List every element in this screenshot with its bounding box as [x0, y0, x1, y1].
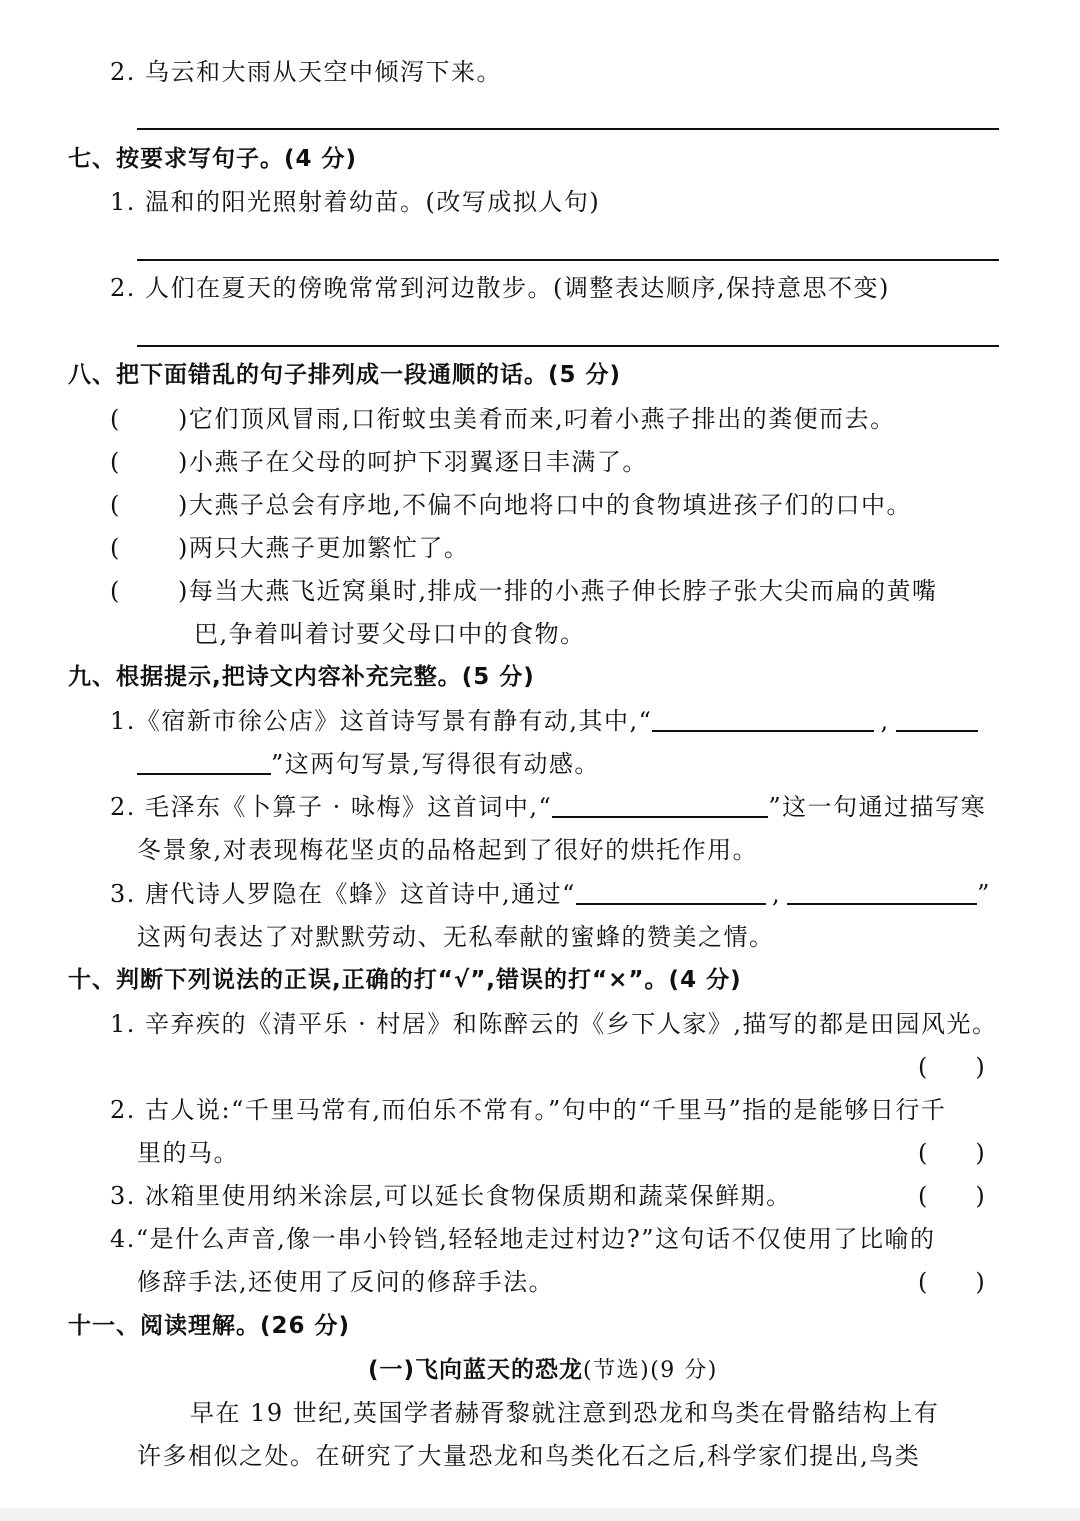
s8-item-1: )它们顶风冒雨,口衔蚊虫美肴而来,叼着小燕子排出的粪便而去。	[178, 405, 896, 433]
s9-q1-blank-2a[interactable]	[896, 706, 978, 732]
s10-question-3: 3. 冰箱里使用纳米涂层,可以延长食物保质期和蔬菜保鲜期。	[110, 1182, 792, 1210]
s9-q1-comma: ,	[880, 707, 890, 735]
s10-question-4-line-1: 4.“是什么声音,像一串小铃铛,轻轻地走过村边?”这句话不仅使用了比喻的	[110, 1225, 936, 1253]
s7-question-1: 1. 温和的阳光照射着幼苗。(改写成拟人句)	[110, 188, 601, 216]
s9-question-3-text: 3. 唐代诗人罗隐在《蜂》这首诗中,通过“	[110, 880, 576, 908]
s9-q3-blank-2[interactable]	[787, 879, 977, 905]
s8-item-2: )小燕子在父母的呵护下羽翼逐日丰满了。	[178, 448, 648, 476]
s9-q1-blank-1[interactable]	[652, 706, 874, 732]
s8-item-3: )大燕子总会有序地,不偏不向地将口中的食物填进孩子们的口中。	[178, 491, 912, 519]
s10-question-1: 1. 辛弃疾的《清平乐 · 村居》和陈醉云的《乡下人家》,描写的都是田园风光。	[110, 1010, 998, 1038]
s11-passage-title	[368, 1353, 718, 1387]
page-bottom-edge	[0, 1508, 1080, 1521]
s9-q1-blank-2b[interactable]	[137, 749, 271, 775]
s9-title: 九、根据提示,把诗文内容补充完整。(5 分)	[68, 664, 535, 690]
s11-paragraph-line-1: 早在 19 世纪,英国学者赫胥黎就注意到恐龙和鸟类在骨骼结构上有	[190, 1399, 940, 1427]
s9-question-2-text: 2. 毛泽东《卜算子 · 咏梅》这首词中,“	[110, 793, 553, 821]
s8-item-5-continued: 巴,争着叫着讨要父母口中的食物。	[194, 620, 586, 648]
s9-question-1-text: 1.《宿新市徐公店》这首诗写景有静有动,其中,“	[110, 707, 653, 735]
s9-question-2-line-2: 冬景象,对表现梅花坚贞的品格起到了很好的烘托作用。	[137, 836, 759, 864]
s10-q2-answer-box[interactable]: ( )	[918, 1139, 985, 1167]
s9-question-3-line-1	[110, 878, 991, 910]
s8-order-open-3[interactable]: (	[110, 491, 120, 519]
s6-answer-line[interactable]	[137, 128, 999, 130]
s10-question-4-line-2: 修辞手法,还使用了反问的修辞手法。	[137, 1268, 555, 1296]
s10-question-2-line-2: 里的马。	[137, 1139, 239, 1167]
s8-item-4: )两只大燕子更加繁忙了。	[178, 534, 470, 562]
s9-q2-tail: ”这一句通过描写寒	[768, 793, 987, 821]
s11-passage-title-main: (一)飞向蓝天的恐龙	[368, 1357, 584, 1383]
s7-answer-line-2[interactable]	[137, 345, 999, 347]
s9-q2-blank[interactable]	[552, 792, 768, 818]
s9-q3-close-quote: ”	[977, 880, 991, 908]
s10-q4-answer-box[interactable]: ( )	[918, 1268, 985, 1296]
s8-item-5: )每当大燕飞近窝巢时,排成一排的小燕子伸长脖子张大尖而扁的黄嘴	[178, 577, 938, 605]
s7-question-2: 2. 人们在夏天的傍晚常常到河边散步。(调整表达顺序,保持意思不变)	[110, 274, 890, 302]
s8-title: 八、把下面错乱的句子排列成一段通顺的话。(5 分)	[68, 362, 622, 388]
s9-question-1-line-2	[137, 748, 600, 780]
s9-q3-blank-1[interactable]	[576, 879, 766, 905]
s9-q3-comma: ,	[771, 880, 782, 908]
s10-q1-answer-box[interactable]: ( )	[918, 1053, 985, 1081]
s11-paragraph-line-2: 许多相似之处。在研究了大量恐龙和鸟类化石之后,科学家们提出,鸟类	[137, 1442, 921, 1470]
s8-order-open-5[interactable]: (	[110, 577, 120, 605]
s10-q3-answer-box[interactable]: ( )	[918, 1182, 985, 1210]
s11-title: 十一、阅读理解。(26 分)	[68, 1313, 351, 1339]
s9-q1-tail: ”这两句写景,写得很有动感。	[271, 750, 600, 778]
s9-question-2-line-1	[110, 791, 986, 823]
s7-title: 七、按要求写句子。(4 分)	[68, 146, 358, 172]
s10-question-2-line-1: 2. 古人说:“千里马常有,而伯乐不常有。”句中的“千里马”指的是能够日行千	[110, 1096, 947, 1124]
s8-order-open-4[interactable]: (	[110, 534, 120, 562]
s6-question-2: 2. 乌云和大雨从天空中倾泻下来。	[110, 58, 503, 86]
s8-order-open-2[interactable]: (	[110, 448, 120, 476]
s9-question-1-line-1	[110, 705, 978, 737]
s8-order-open-1[interactable]: (	[110, 405, 120, 433]
s11-passage-title-note: (节选)(9 分)	[583, 1358, 718, 1383]
s9-question-3-line-2: 这两句表达了对默默劳动、无私奉献的蜜蜂的赞美之情。	[137, 923, 775, 951]
s10-title: 十、判断下列说法的正误,正确的打“√”,错误的打“×”。(4 分)	[68, 967, 742, 993]
s7-answer-line-1[interactable]	[137, 259, 999, 261]
